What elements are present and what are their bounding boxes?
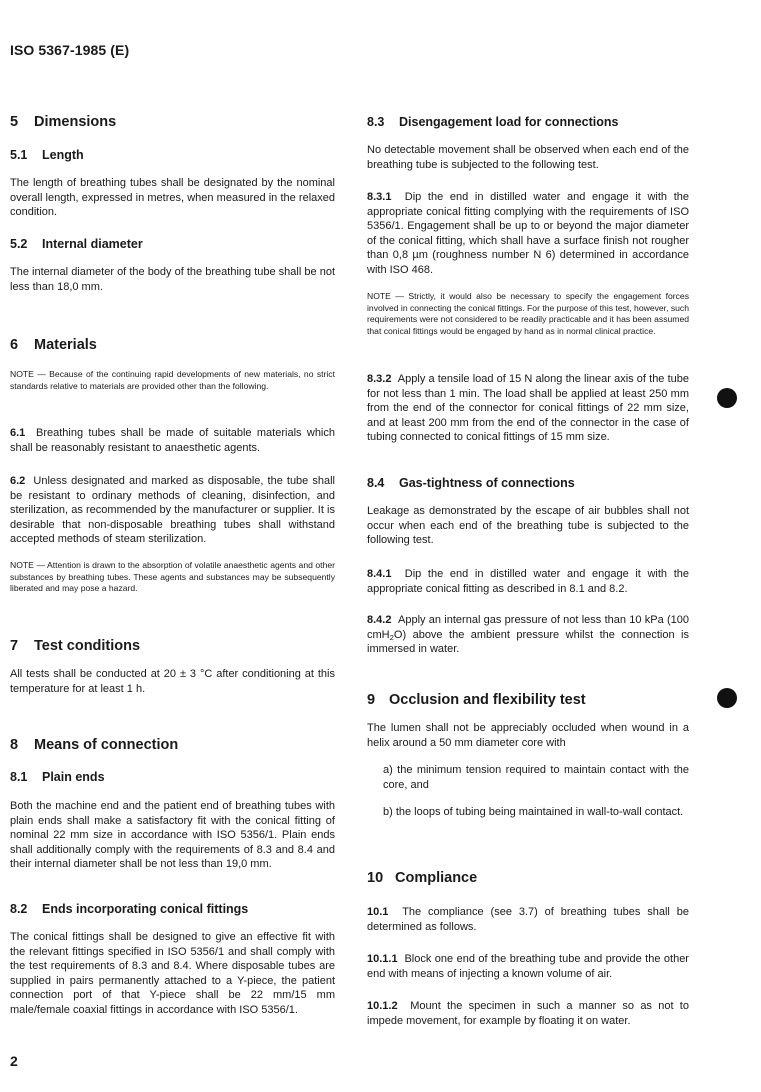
section-8-4-1-text: 8.4.1 Dip the end in distilled water and engage it with the appropriate conical fitting as described in 8.1 and 8.2. (367, 568, 689, 595)
section-8-4-heading: 8.4 Gas-tightness of connections (367, 476, 575, 490)
section-8-3-2-text: 8.3.2 Apply a tensile load of 15 N along the linear axis of the tube for not less than 1 min. The load shall be applied at least 250 mm from the end of the connector for conical fittings of 22 mm size, and at least 200 mm from the end of the connector in the case of tubing connected to conical fittings of 15 mm size. (367, 373, 689, 444)
section-6-note: NOTE — Because of the continuing rapid developments of new materials, no strict standards relative to materials are provided other than the following. (10, 369, 335, 391)
change-marker-bullet (717, 688, 737, 708)
section-10-1-text: 10.1 The compliance (see 3.7) of breathing tubes shall be determined as follows. (367, 906, 689, 933)
section-8-4-text: Leakage as demonstrated by the escape of air bubbles shall not occur when each end of the breathing tube is subjected to the following test. (367, 505, 689, 547)
section-8-1-heading: 8.1 Plain ends (10, 770, 105, 784)
section-7-text: All tests shall be conducted at 20 ± 3 °C after conditioning at this temperature for at least 1 h. (10, 668, 335, 695)
section-9-text: The lumen shall not be appreciably occluded when wound in a helix around a 50 mm diameter core with (367, 722, 689, 749)
page-number: 2 (10, 1053, 18, 1069)
section-5-1-text: The length of breathing tubes shall be designated by the nominal overall length, expressed in metres, when measured in the relaxed condition. (10, 177, 335, 219)
section-8-heading: 8 Means of connection (10, 737, 179, 753)
section-6-2-note: NOTE — Attention is drawn to the absorption of volatile anaesthetic agents and other substances by breathing tubes. These agents and substances may be subsequently liberated and may pose a hazard. (10, 560, 335, 594)
section-5-2-heading: 5.2 Internal diameter (10, 237, 143, 251)
change-marker-bullet (717, 388, 737, 408)
document-header: ISO 5367-1985 (E) (10, 42, 130, 58)
section-8-1-text: Both the machine end and the patient end of breathing tubes with plain ends shall make a satisfactory fit with the conical fitting of nominal 22 mm size in accordance with ISO 5356/1. Plain ends shall additionally comply with the requirements of 8.3 and 8.4 and their internal diameter shall be not less than 19,0 mm. (10, 800, 335, 871)
section-6-2-text: 6.2 Unless designated and marked as disposable, the tube shall be resistant to ordinary methods of cleaning, disinfection, and sterilization, as recommended by the manufacturer or supplier. It is desirable that non-disposable breathing tubes shall withstand accepted methods of steam sterilization. (10, 475, 335, 546)
section-9-heading: 9 Occlusion and flexibility test (367, 692, 586, 708)
section-5-1-heading: 5.1 Length (10, 148, 84, 162)
section-10-1-1-text: 10.1.1 Block one end of the breathing tube and provide the other end with means of injecting a known volume of air. (367, 953, 689, 980)
section-6-heading: 6 Materials (10, 337, 97, 353)
section-8-2-heading: 8.2 Ends incorporating conical fittings (10, 902, 249, 916)
section-8-2-text: The conical fittings shall be designed to give an effective fit with the relevant fittings specified in ISO 5356/1 and shall comply with the test requirements of 8.3 and 8.4. Where disposable tubes are supplied in pairs permanently attached to a Y-piece, the patient connection port of that Y-piece shall be 22 mm/15 mm male/female coaxial fittings in accordance with ISO 5356/1. (10, 931, 335, 1016)
section-8-3-1-text: 8.3.1 Dip the end in distilled water and engage it with the appropriate conical fitting complying with the requirements of ISO 5356/1. Engagement shall be up to or beyond the major diameter of the conical fitting, which shall have a surface finish not rougher than 0,8 µm (roughness number N 6) determined in accordance with ISO 468. (367, 191, 689, 276)
section-5-heading: 5 Dimensions (10, 114, 117, 130)
section-10-heading: 10 Compliance (367, 870, 478, 886)
section-6-1-text: 6.1 Breathing tubes shall be made of suitable materials which shall be reasonably resistant to anaesthetic agents. (10, 427, 335, 454)
section-8-3-heading: 8.3 Disengagement load for connections (367, 115, 619, 129)
section-7-heading: 7 Test conditions (10, 638, 141, 654)
section-5-2-text: The internal diameter of the body of the breathing tube shall be not less than 18,0 mm. (10, 266, 335, 293)
section-8-3-text: No detectable movement shall be observed when each end of the breathing tube is subjected to the following test. (367, 144, 689, 171)
section-9-item-b: b) the loops of tubing being maintained in wall-to-wall contact. (383, 806, 684, 818)
section-8-4-2-text: 8.4.2 Apply an internal gas pressure of not less than 10 kPa (100 cmH$_2$O) above the ambient pressure whilst the connection is immersed in water. (367, 614, 689, 656)
section-9-item-a: a) the minimum tension required to maintain contact with the core, and (383, 764, 689, 791)
section-10-1-2-text: 10.1.2 Mount the specimen in such a manner so as not to impede movement, for example by floating it on water. (367, 1000, 689, 1027)
section-8-3-note: NOTE — Strictly, it would also be necessary to specify the engagement forces involved in connecting the conical fittings. For the purpose of this test, however, such requirements were not considered to be readily practicable and it has been assumed that conical fittings would be engaged by hand as in normal clinical practice. (367, 291, 689, 336)
